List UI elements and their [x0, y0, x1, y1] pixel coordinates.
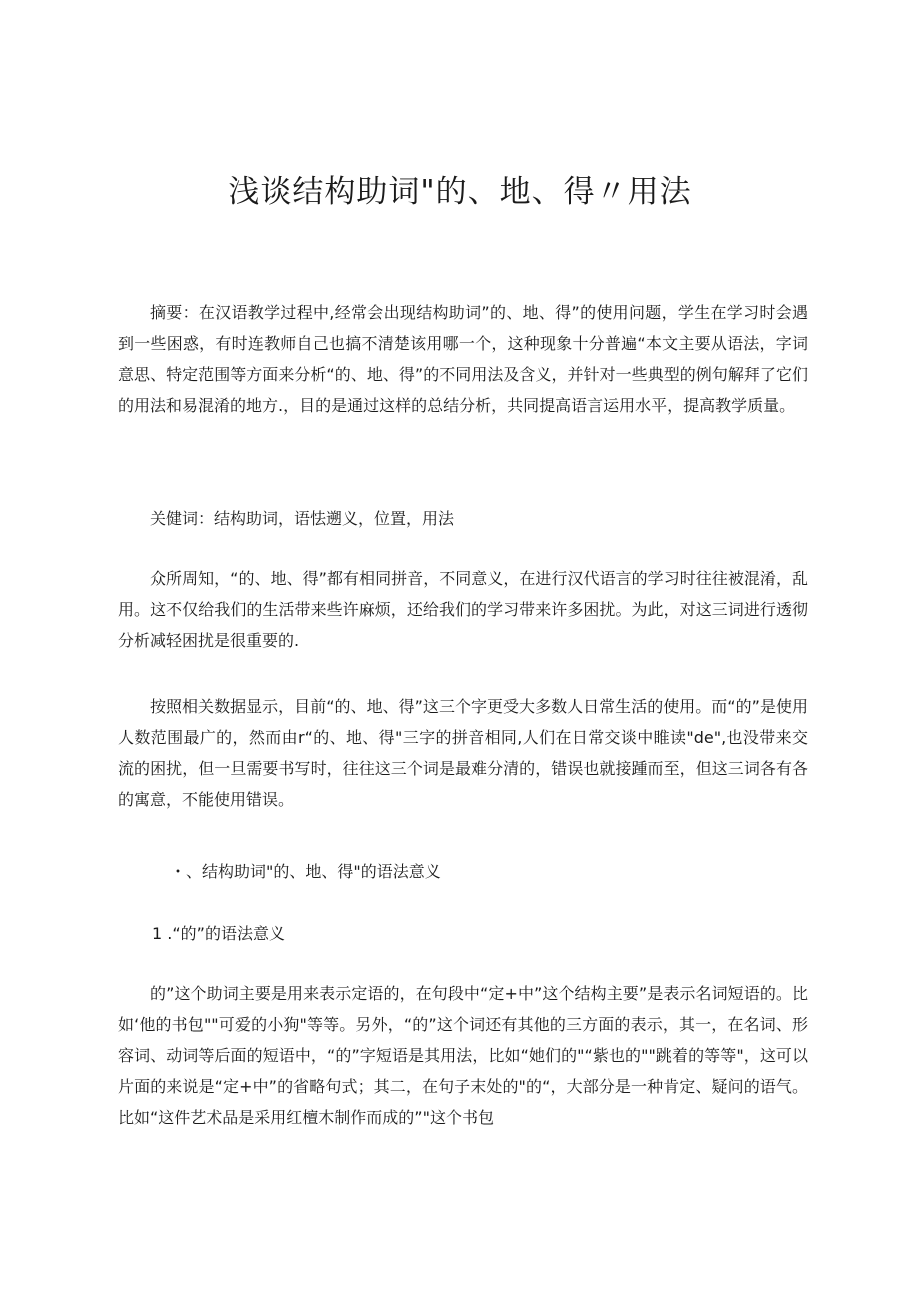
keywords-line: 关健词：结构助词，语怯遡义，位置，用法 [150, 509, 455, 528]
document-title: 浅谈结构助词"的、地、得〃用法 [228, 174, 692, 210]
body-paragraph: 的”这个助词主要是用来表示定语的，在句段中“定+中”这个结构主要”是表示名词短语的。比如‘他的书包""可爱的小狗"等等。另外，“的”这个词还有其他的三方面的表示，其一，在名词、形容词、动词等后面的短语中，“的”字短语是其用法，比如“她们的"“紫也的""跳着的等等"，这可以片面的来说是“定+中”的省略句式；其二，在句子末处的"的“，大部分是一种肯定、疑问的语气。比如“这件艺术品是采用红檀木制作而成的”"这个书包 [118, 984, 808, 1127]
section-heading: ・、结构助词"的、地、得"的语法意义 [170, 862, 441, 881]
intro-paragraph-1: 众所周知，“的、地、得”都有相同拼音，不同意义，在进行汉代语言的学习时往往被混淆，乱用。这不仅给我们的生活带来些许麻烦，还给我们的学习带来许多困扰。为此，对这三词进行透彻分析减轻困扰是很重要的. [118, 569, 808, 650]
abstract-paragraph: 摘要：在汉语教学过程中,经常会出现结构助词”的、地、得”的使用问题，学生在学习时会遇到一些困惑，有时连教师自己也搞不清楚该用哪一个，这种现象十分普遍“本文主要从语法，字词意思、特定范围等方面来分析“的、地、得”的不同用法及含义，并针对一些典型的例句解拜了它们的用法和易混淆的地方.，目的是通过这样的总结分析，共同提高语言运用水平，提高教学质量。 [118, 303, 808, 415]
subsection-title: .“的”的语法意义 [167, 924, 285, 943]
intro-paragraph-2: 按照相关数据显示，目前“的、地、得”这三个字更受大多数人日常生活的使用。而“的”是使用人数范围最广的，然而由r“的、地、得"三字的拼音相同,人们在日常交谈中睢读"de",也没带来交流的困扰，但一旦需要书写时，往往这三个词是最难分清的，错误也就接踵而至，但这三词各有各的寓意，不能使用错误。 [118, 697, 808, 809]
subsection-number: 1 [152, 924, 163, 943]
subsection-heading [152, 918, 285, 949]
